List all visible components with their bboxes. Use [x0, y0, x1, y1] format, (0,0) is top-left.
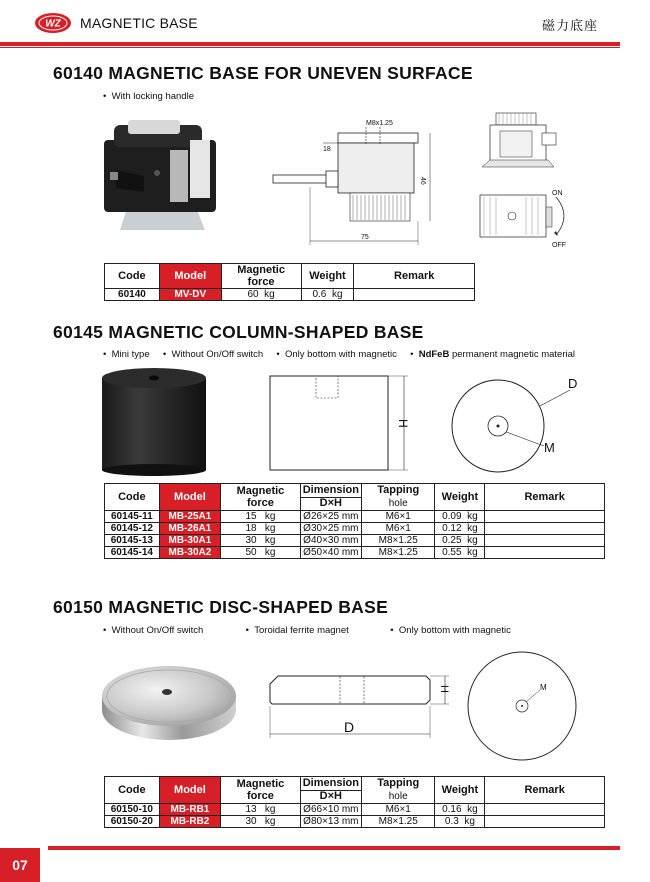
svg-text:D: D [344, 719, 355, 735]
svg-text:M: M [544, 440, 555, 455]
svg-text:OFF: OFF [552, 242, 566, 249]
cell-model: MB-30A2 [159, 547, 221, 559]
product-photo-disc-base [100, 662, 240, 744]
drawing-top-views-60140 [472, 105, 582, 255]
wz-logo-icon [34, 12, 72, 34]
cell-force: 30 kg [221, 816, 301, 828]
table-row [105, 804, 605, 816]
cell-remark [485, 511, 605, 523]
cell-code: 60145-12 [105, 523, 160, 535]
cell-dimension: Ø50×40 mm [300, 547, 361, 559]
bullet-item: • With locking handle [103, 91, 194, 102]
cell-force: 15 kg [221, 511, 301, 523]
cell-force: 60 kg [221, 289, 301, 301]
column-header: Remark [485, 484, 605, 511]
section-title-60145: 60145 MAGNETIC COLUMN-SHAPED BASE [53, 322, 424, 342]
column-header: Weight [435, 777, 485, 804]
column-header: Model [159, 264, 221, 289]
cell-dimension: Ø26×25 mm [300, 511, 361, 523]
cell-tapping-hole: M6×1 [361, 511, 435, 523]
cell-weight: 0.12 kg [435, 523, 485, 535]
cell-model: MB-RB2 [159, 816, 221, 828]
cell-force: 13 kg [221, 804, 301, 816]
page-number: 07 [0, 848, 40, 882]
column-header: Code [105, 484, 160, 511]
column-header: Magnetic force [221, 484, 301, 511]
cell-code: 60140 [105, 289, 160, 301]
bullet-item: • Only bottom with magnetic [276, 349, 397, 360]
svg-text:D: D [568, 376, 578, 391]
column-header: D×H [300, 497, 361, 511]
drawing-side-view-disc [268, 672, 463, 744]
spec-table-60145 [104, 483, 605, 559]
spec-table-60140 [104, 263, 475, 301]
cell-tapping-hole: M8×1.25 [361, 816, 435, 828]
cell-weight: 0.09 kg [435, 511, 485, 523]
cell-model: MB-30A1 [159, 535, 221, 547]
column-header: Magnetic force [221, 264, 301, 289]
footer-divider [48, 846, 620, 850]
column-header: Weight [435, 484, 485, 511]
svg-text:75: 75 [361, 234, 369, 241]
table-row [105, 816, 605, 828]
cell-dimension: Ø66×10 mm [300, 804, 361, 816]
bullet-list-60150 [103, 625, 511, 636]
bullet-list-60140 [103, 91, 194, 102]
section-title-60140: 60140 MAGNETIC BASE FOR UNEVEN SURFACE [53, 63, 473, 83]
cell-code: 60145-11 [105, 511, 160, 523]
cell-remark [485, 804, 605, 816]
cell-code: 60150-10 [105, 804, 160, 816]
column-header: Code [105, 777, 160, 804]
column-header: Model [159, 484, 221, 511]
cell-force: 50 kg [221, 547, 301, 559]
product-photo-column-base [100, 366, 210, 478]
svg-text:WZ: WZ [45, 18, 61, 30]
column-header: Remark [485, 777, 605, 804]
product-photo-mv-dv [100, 110, 220, 245]
cell-remark [485, 535, 605, 547]
bullet-item: • NdFeB permanent magnetic material [410, 349, 576, 360]
cell-dimension: Ø40×30 mm [300, 535, 361, 547]
cell-tapping-hole: M6×1 [361, 523, 435, 535]
drawing-top-view-disc [466, 650, 581, 765]
bullet-item: • Without On/Off switch [103, 625, 204, 636]
cell-model: MB-25A1 [159, 511, 221, 523]
cell-code: 60145-14 [105, 547, 160, 559]
cell-force: 30 kg [221, 535, 301, 547]
column-header: Magnetic force [221, 777, 301, 804]
table-header-row [105, 484, 605, 498]
cell-code: 60150-20 [105, 816, 160, 828]
spec-table-60150 [104, 776, 605, 828]
cell-weight: 0.55 kg [435, 547, 485, 559]
table-header-row [105, 777, 605, 791]
svg-text:H: H [396, 419, 410, 428]
cell-model: MB-26A1 [159, 523, 221, 535]
cell-weight: 0.6 kg [301, 289, 354, 301]
cell-tapping-hole: M8×1.25 [361, 535, 435, 547]
svg-text:M: M [540, 683, 547, 692]
cell-remark [354, 289, 475, 301]
header-divider-thin [0, 47, 620, 48]
cell-weight: 0.16 kg [435, 804, 485, 816]
table-row [105, 511, 605, 523]
bullet-item: • Toroidal ferrite magnet [245, 625, 349, 636]
svg-text:M8x1.25: M8x1.25 [366, 120, 393, 127]
table-row [105, 535, 605, 547]
svg-text:46: 46 [419, 177, 426, 185]
cell-remark [485, 523, 605, 535]
cell-dimension: Ø80×13 mm [300, 816, 361, 828]
column-header: D×H [300, 790, 361, 804]
drawing-side-view-column [268, 372, 428, 474]
column-header: Weight [301, 264, 354, 289]
column-header: Code [105, 264, 160, 289]
cell-code: 60145-13 [105, 535, 160, 547]
bullet-item: • Only bottom with magnetic [390, 625, 511, 636]
column-header: Dimension [300, 484, 361, 498]
cell-tapping-hole: M8×1.25 [361, 547, 435, 559]
section-title-60150: 60150 MAGNETIC DISC-SHAPED BASE [53, 597, 389, 617]
svg-text:ON: ON [552, 190, 563, 197]
svg-text:18: 18 [323, 146, 331, 153]
bullet-item: • Without On/Off switch [162, 349, 264, 360]
bullet-item: • Mini type [103, 349, 150, 360]
cell-dimension: Ø30×25 mm [300, 523, 361, 535]
column-header: Tapping hole [361, 777, 435, 804]
table-header-row [105, 264, 475, 289]
drawing-top-view-column [452, 370, 582, 482]
cell-weight: 0.3 kg [435, 816, 485, 828]
table-row [105, 547, 605, 559]
column-header: Remark [354, 264, 475, 289]
brand-title: MAGNETIC BASE [80, 15, 198, 31]
table-row [105, 523, 605, 535]
cell-force: 18 kg [221, 523, 301, 535]
cell-model: MB-RB1 [159, 804, 221, 816]
cell-model: MV-DV [159, 289, 221, 301]
cell-weight: 0.25 kg [435, 535, 485, 547]
column-header: Model [159, 777, 221, 804]
drawing-side-view-60140 [268, 115, 448, 250]
bullet-list-60145 [103, 349, 575, 360]
column-header: Tapping hole [361, 484, 435, 511]
brand-title-chinese: 磁力底座 [541, 19, 598, 34]
header-divider [0, 42, 620, 46]
cell-tapping-hole: M6×1 [361, 804, 435, 816]
svg-text:H: H [438, 685, 450, 693]
table-row [105, 289, 475, 301]
column-header: Dimension [300, 777, 361, 791]
page-header [0, 0, 650, 46]
cell-remark [485, 816, 605, 828]
cell-remark [485, 547, 605, 559]
